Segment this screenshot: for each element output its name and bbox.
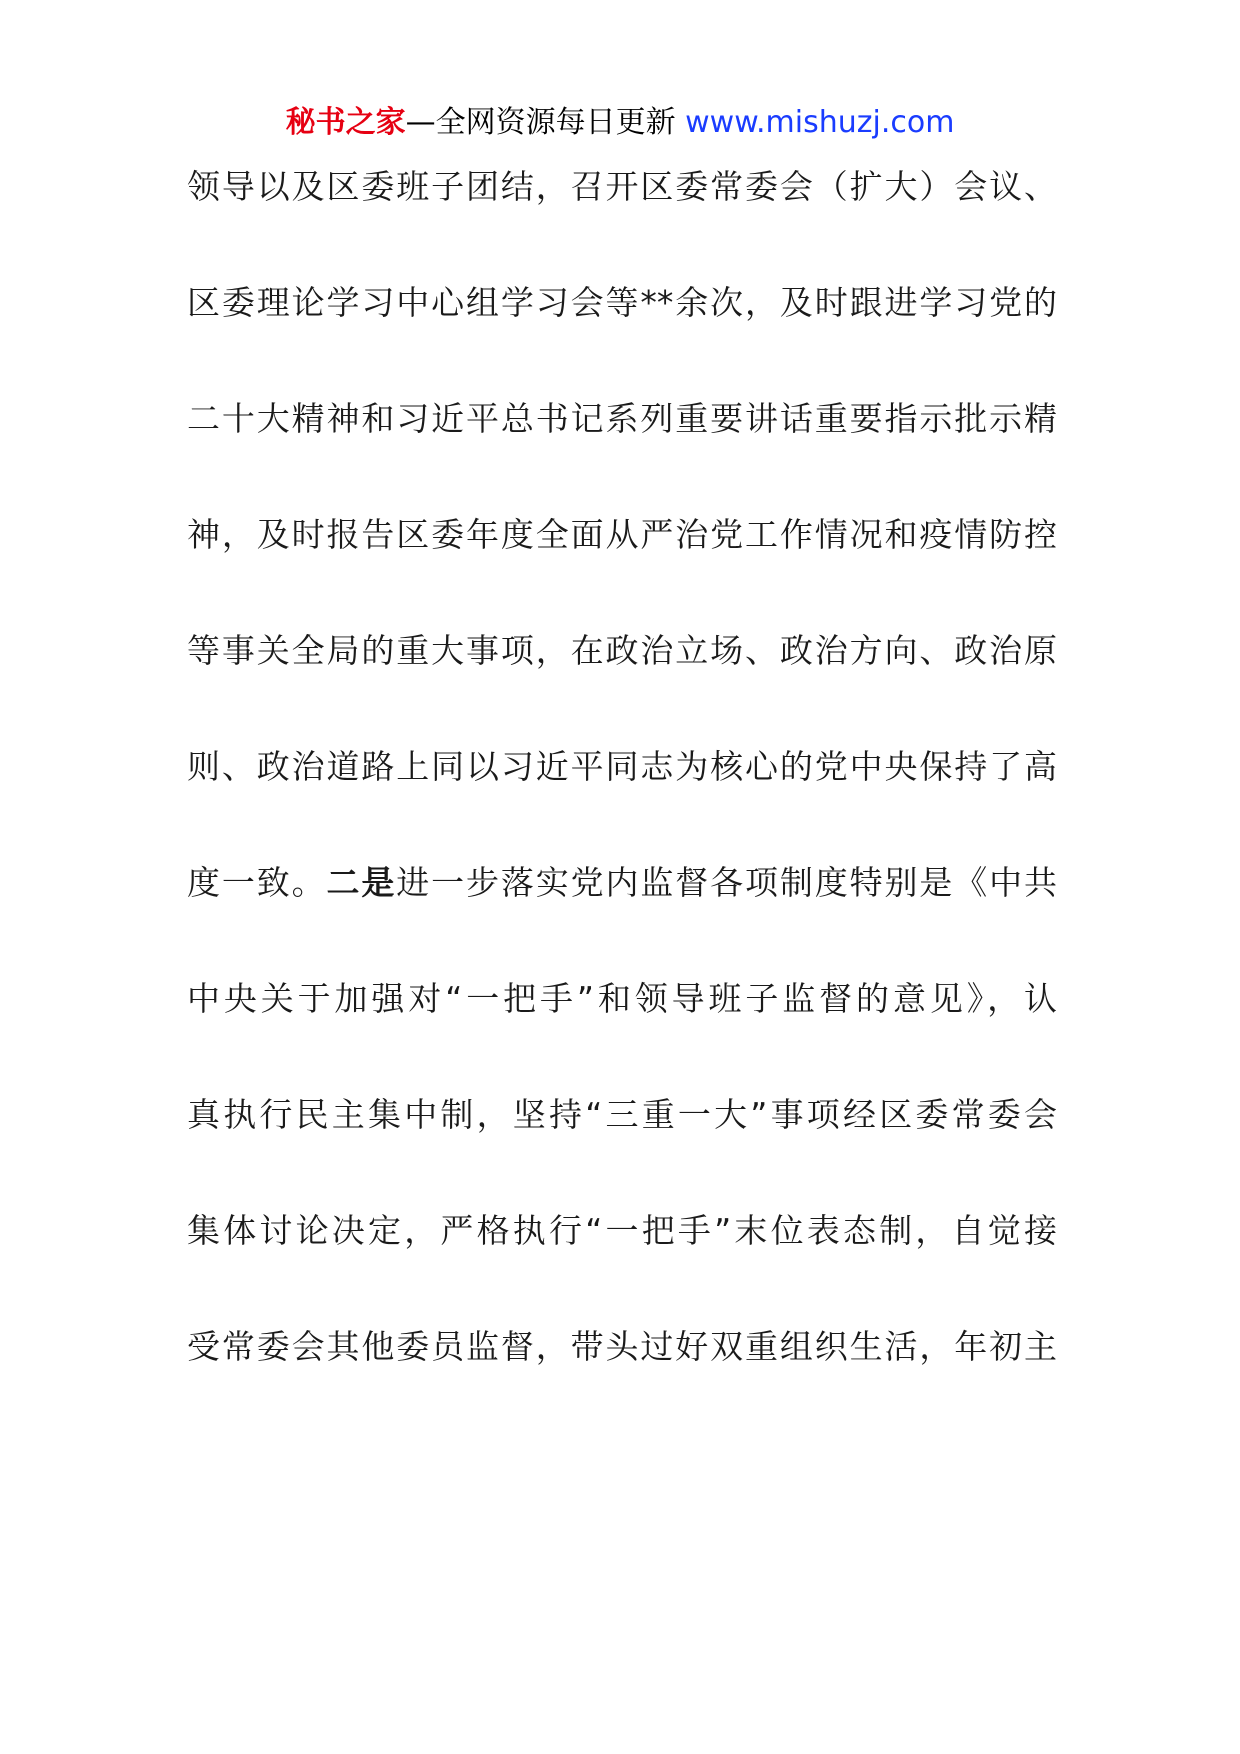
text-line: 真执行民主集中制，坚持“三重一大”事项经区委常委会 xyxy=(187,1095,1057,1134)
site-brand: 秘书之家 xyxy=(285,105,406,140)
site-header xyxy=(0,103,1240,143)
text-line: 二十大精神和习近平总书记系列重要讲话重要指示批示精 xyxy=(187,399,1057,438)
text-line: 中央关于加强对“一把手”和领导班子监督的意见》，认 xyxy=(187,979,1057,1018)
text-line: 等事关全局的重大事项，在政治立场、政治方向、政治原 xyxy=(187,631,1057,670)
text-line: 集体讨论决定，严格执行“一把手”末位表态制，自觉接 xyxy=(187,1211,1057,1250)
text-line: 区委理论学习中心组学习会等**余次，及时跟进学习党的 xyxy=(187,283,1057,322)
bold-marker: 二是 xyxy=(326,863,397,902)
text-line-mixed xyxy=(187,861,1057,905)
site-url-link[interactable]: www.mishuzj.com xyxy=(685,105,955,140)
site-tagline: —全网资源每日更新 xyxy=(405,105,686,140)
text-line: 领导以及区委班子团结，召开区委常委会（扩大）会议、 xyxy=(187,167,1057,206)
text-line: 则、政治道路上同以习近平同志为核心的党中央保持了高 xyxy=(187,747,1057,786)
text-segment: 进一步落实党内监督各项制度特别是《中共 xyxy=(396,863,1057,902)
text-line: 神，及时报告区委年度全面从严治党工作情况和疫情防控 xyxy=(187,515,1057,554)
text-segment: 度一致。 xyxy=(187,863,327,902)
text-line: 受常委会其他委员监督，带头过好双重组织生活，年初主 xyxy=(187,1327,1057,1366)
